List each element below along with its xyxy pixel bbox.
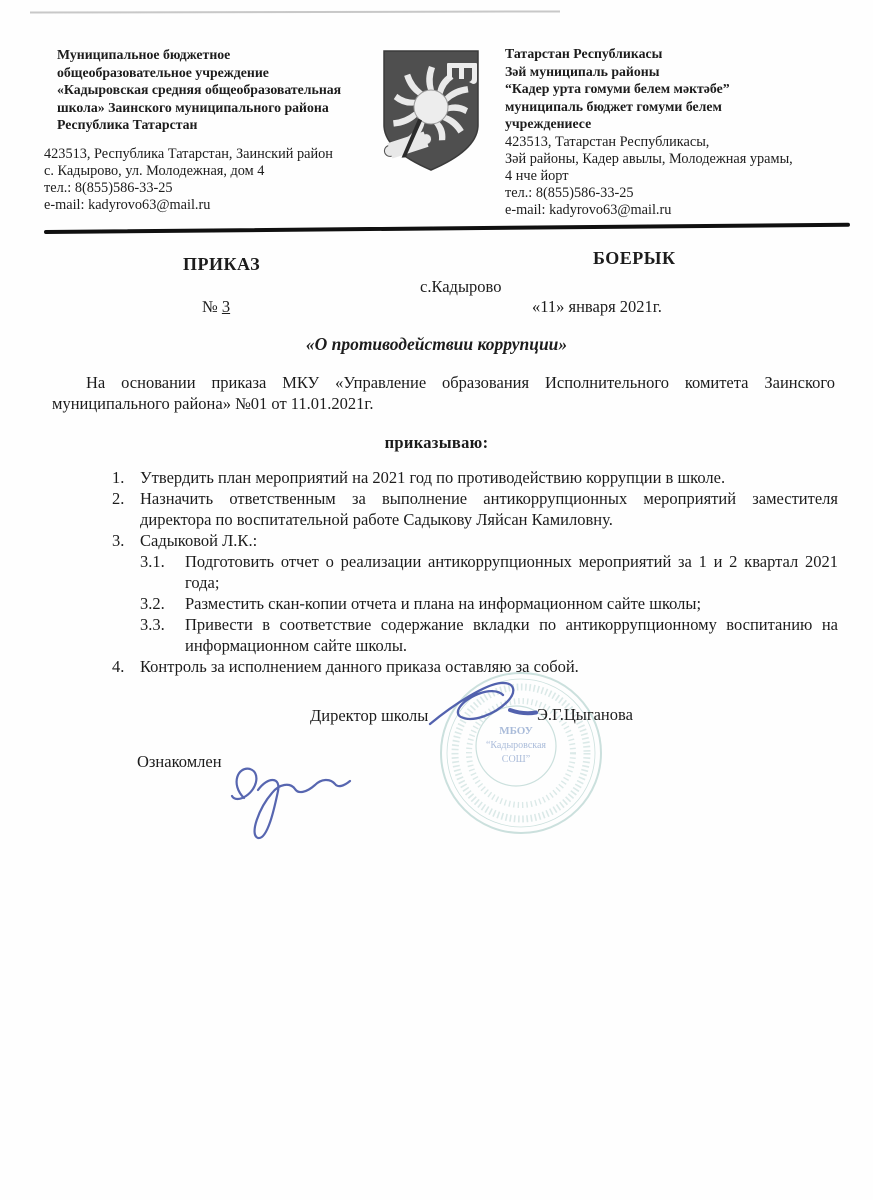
signature-name: Э.Г.Цыганова [537, 705, 633, 724]
item-number: 3. [112, 531, 125, 550]
order-item [112, 488, 838, 530]
item-number: 3.3. [140, 615, 165, 634]
email-line: e-mail: kadyrovo63@mail.ru [505, 201, 672, 218]
address-line: Зәй районы, Кадер авылы, Молодежная урамы, [505, 150, 793, 167]
item-number: 2. [112, 489, 125, 508]
director-signature-ink [420, 676, 570, 738]
acknowledged-signature-ink [218, 760, 356, 856]
item-text: Садыковой Л.К.: [140, 531, 258, 550]
item-number: 3.1. [140, 552, 165, 571]
org-name-line: общеобразовательное учреждение [57, 64, 269, 80]
org-name-line: учреждениесе [505, 116, 592, 132]
item-number: 4. [112, 657, 125, 676]
svg-text:СОШ”: СОШ” [501, 754, 531, 765]
scan-artifact-line [30, 10, 560, 13]
order-items-list [112, 467, 838, 677]
order-date: «11» января 2021г. [532, 297, 662, 316]
sun-disk [414, 90, 448, 124]
order-subitem [140, 551, 838, 593]
org-address-russian [44, 146, 356, 214]
order-subitem [140, 593, 838, 614]
order-number-label: № [202, 297, 218, 316]
order-subject: «О противодействии коррупции» [305, 334, 568, 354]
order-place: с.Кадырово [420, 277, 502, 296]
order-title-tatar: БОЕРЫК [593, 248, 676, 268]
svg-text:“Кадыровская: “Кадыровская [485, 740, 547, 751]
item-text: Привести в соответствие содержание вкладки по антикоррупционному воспитанию на информационном сайте школы. [185, 615, 838, 655]
email-line: e-mail: kadyrovo63@mail.ru [44, 196, 211, 213]
acknowledged-label: Ознакомлен [137, 752, 222, 771]
phone-line: тел.: 8(855)586-33-25 [44, 179, 173, 196]
item-text: Подготовить отчет о реализации антикоррупционных мероприятий за 1 и 2 квартал 2021 года; [185, 552, 838, 592]
address-line: 4 нче йорт [505, 167, 569, 184]
address-line: 423513, Татарстан Республикасы, [505, 133, 710, 150]
org-name-line: школа» Заинского муниципального района [57, 99, 329, 115]
order-number-value: 3 [221, 297, 231, 316]
header-org-russian [44, 46, 356, 214]
order-number [202, 297, 230, 317]
org-address-tatar [505, 134, 857, 219]
item-number: 1. [112, 468, 125, 487]
item-text: Разместить скан-копии отчета и плана на информационном сайте школы; [185, 594, 702, 613]
org-name-line: «Кадыровская средняя общеобразовательная [57, 82, 342, 98]
org-name-line: “Кадер урта гомуми белем мәктәбе” [505, 81, 730, 97]
order-item [112, 467, 838, 488]
order-basis-paragraph: На основании приказа МКУ «Управление образования Исполнительного комитета Заинского муниципального района» №01 от 11.01.2021г. [52, 373, 835, 413]
order-item [112, 656, 838, 677]
item-text: Утвердить план мероприятий на 2021 год по противодействию коррупции в школе. [140, 468, 726, 487]
phone-line: тел.: 8(855)586-33-25 [505, 184, 634, 201]
item-number: 3.2. [140, 594, 165, 613]
signature-role-label: Директор школы [310, 706, 429, 725]
item-text: Назначить ответственным за выполнение антикоррупционных мероприятий заместителя директора по воспитательной работе Садыкову Ляйсан Камиловну. [140, 489, 838, 529]
order-title-russian: ПРИКАЗ [183, 254, 261, 274]
order-item [112, 530, 838, 551]
svg-text:МБОУ: МБОУ [499, 725, 533, 737]
org-name-line: Муниципальное бюджетное [57, 47, 231, 62]
address-line: 423513, Республика Татарстан, Заинский район [44, 145, 333, 162]
decree-word: приказываю: [384, 433, 489, 452]
org-name-line: муниципаль бюджет гомуми белем [505, 98, 722, 114]
address-line: с. Кадырово, ул. Молодежная, дом 4 [44, 162, 265, 179]
item-text: Контроль за исполнением данного приказа оставляю за собой. [140, 657, 579, 676]
header-divider-rule [44, 223, 850, 234]
org-name-line: Республика Татарстан [57, 117, 198, 133]
org-name-line: Татарстан Республикасы [505, 46, 663, 61]
order-subitem [140, 614, 838, 656]
school-coat-of-arms-icon [374, 43, 488, 178]
org-name-line: Зәй муниципаль районы [505, 63, 660, 79]
header-org-tatar [505, 45, 857, 219]
